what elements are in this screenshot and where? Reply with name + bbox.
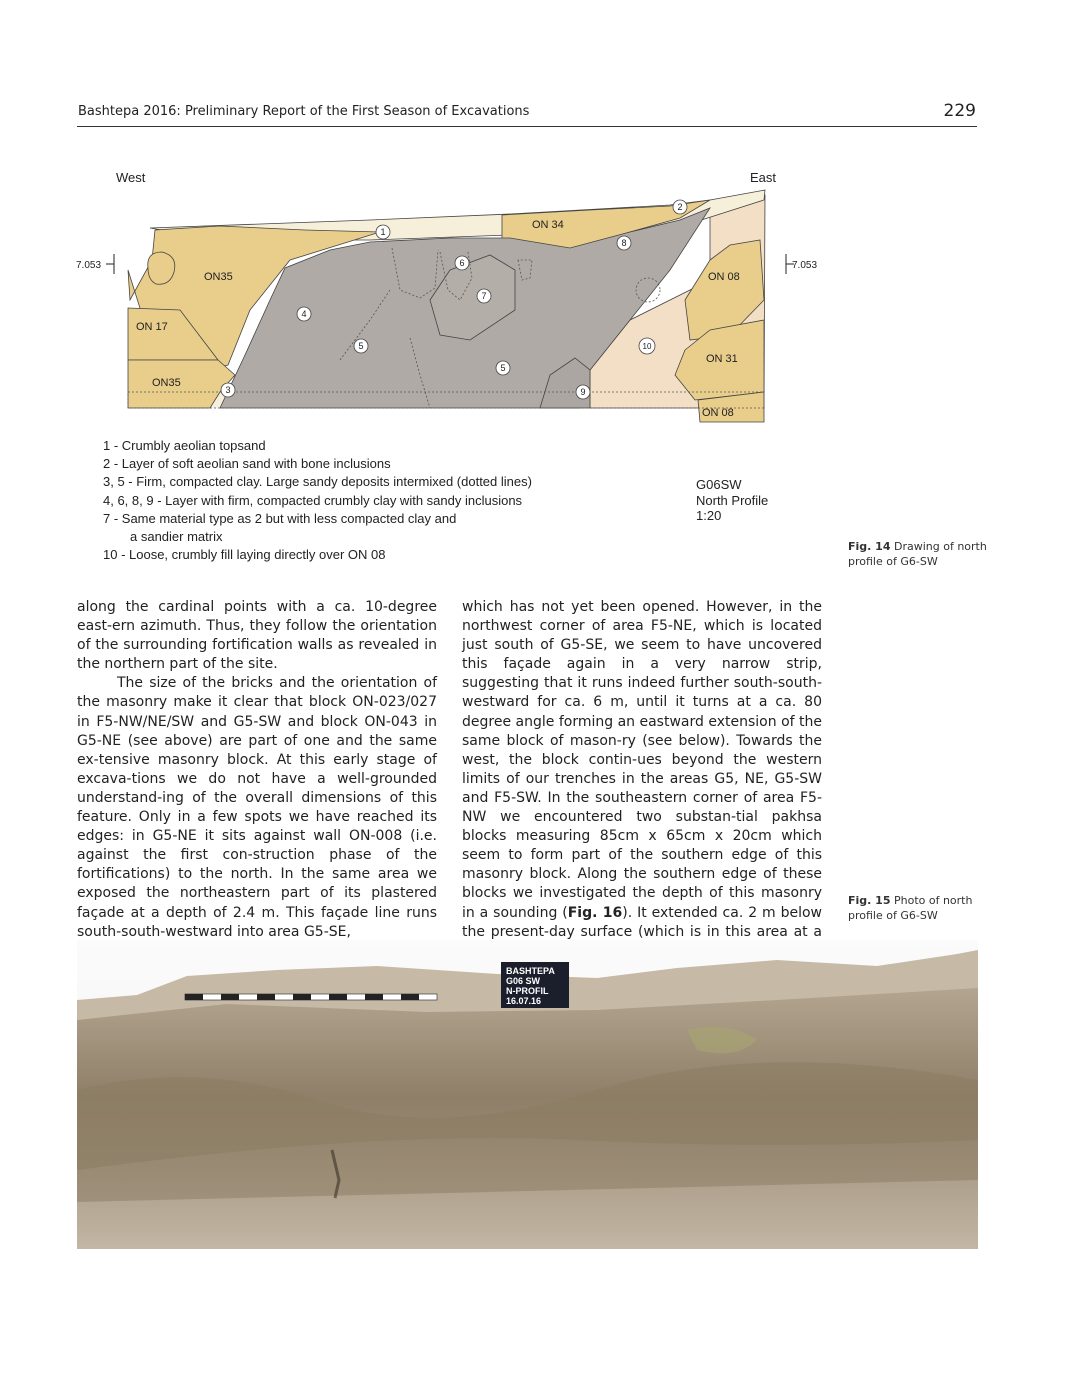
legend-item: 10 - Loose, crumbly fill laying directly over ON 08 [103,547,386,563]
legend-item: 1 - Crumbly aeolian topsand [103,438,266,453]
unit-on17: ON 17 [136,321,168,333]
svg-text:BASHTEPA: BASHTEPA [506,966,555,976]
unit-on08-upper: ON 08 [708,271,740,283]
label-east: East [750,170,777,185]
svg-text:5: 5 [500,363,506,373]
svg-text:6: 6 [459,258,465,268]
site-sign [501,962,569,1008]
legend-item: 3, 5 - Firm, compacted clay. Large sandy deposits intermixed (dotted lines) [103,474,532,490]
layer-marker-7 [477,289,491,303]
layer-marker-9 [576,385,590,399]
paragraph: which has not yet been opened. However, in the northwest corner of area F5-NE, which is located just south of G5-SE, we seem to have uncovered this façade again in a very narrow strip, suggesting that it runs indeed further south-south-westward for ca. 6 m, until it turns at a ca. 80 degree angle forming an eastward extension of the same block of mason-ry (see below). Towards the west, the block contin-ues beyond the western limits of our trenches in the areas G5, NE, G5-SW and F5-SW. In the southeastern corner of area F5-NW we encountered two substan-tial pakhsa blocks measuring 85cm x 65cm x 20cm which seem to form part of the southern edge of this masonry block. Along the southern edge of these blocks we investigated the depth of this masonry in a sounding (Fig. 16). It extended ca. 2 m below the present-day surface (which is in this area at a [462,599,822,940]
svg-text:G06 SW: G06 SW [506,976,541,986]
layer-marker-5b [496,361,510,375]
layer-marker-6 [455,256,469,270]
figure-legend [103,437,532,564]
svg-text:10: 10 [642,342,652,351]
elevation-right: 7.053 [792,260,818,271]
text-column-left [77,598,437,942]
unit-on08-lower: ON 08 [702,407,734,419]
running-title: Bashtepa 2016: Preliminary Report of the First Season of Excavations [78,104,530,119]
layer-marker-3 [221,383,235,397]
svg-text:4: 4 [301,309,307,319]
svg-text:8: 8 [621,238,627,248]
legend-item: a sandier matrix [130,529,223,545]
legend-item: 7 - Same material type as 2 but with less compacted clay and [103,510,457,526]
profile-id: G06SW North Profile 1:20 [696,477,769,523]
layer-marker-2 [673,200,687,214]
svg-text:5: 5 [358,341,364,351]
page-number: 229 [943,101,976,121]
figure-reference[interactable]: Fig. 16 [567,904,623,921]
unit-on31: ON 31 [706,353,738,365]
layer-marker-1 [376,225,390,239]
profile-drawing [70,160,830,440]
layer-marker-10 [639,338,655,354]
text-column-right [462,598,822,961]
figure-14-caption: Fig. 14 Drawing of north profile of G6-SW [848,540,987,568]
measuring-scale [185,994,437,1000]
svg-text:9: 9 [580,387,586,397]
svg-text:1: 1 [380,227,386,237]
label-west: West [116,170,146,185]
legend-item: 2 - Layer of soft aeolian sand with bone inclusions [103,456,391,472]
paragraph: The size of the bricks and the orientation of the masonry make it clear that block ON-023/027 in F5-NW/NE/SW and G5-SW and block ON-043 in G5-NE (see above) are part of one and the same ex-tensive masonry block. At this early stage of excava-tions we do not have a well-grounded understand-ing of the overall dimensions of this feature. Only in a few spots we have reached its edges: in G5-NE it sits against wall ON-008 (i.e. against the first con-struction phase of the fortifications) to the north. In the same area we exposed the northeastern part of its plastered façade at a depth of 2.4 m. This façade line runs south-south-westward into area G5-SE, [77,675,437,940]
svg-text:7: 7 [481,291,487,301]
svg-text:3: 3 [225,385,231,395]
legend-item: 4, 6, 8, 9 - Layer with firm, compacted crumbly clay with sandy inclusions [103,492,523,508]
unit-on35-upper: ON35 [204,271,233,283]
profile-photo [77,940,978,1249]
svg-text:N-PROFIL: N-PROFIL [506,986,549,996]
svg-text:2: 2 [677,202,683,212]
figure-15-caption: Fig. 15 Photo of north profile of G6-SW [848,894,973,922]
unit-on34: ON 34 [532,219,564,231]
unit-on35-lower: ON35 [152,377,181,389]
elevation-left: 7.053 [76,260,102,271]
layer-marker-5a [354,339,368,353]
layer-marker-8 [617,236,631,250]
paragraph: along the cardinal points with a ca. 10-degree east-ern azimuth. Thus, they follow the orientation of the surrounding fortification walls as revealed in the northern part of the site. [77,599,437,673]
header-rule [77,126,977,127]
svg-text:16.07.16: 16.07.16 [506,996,542,1006]
layer-marker-4 [297,307,311,321]
